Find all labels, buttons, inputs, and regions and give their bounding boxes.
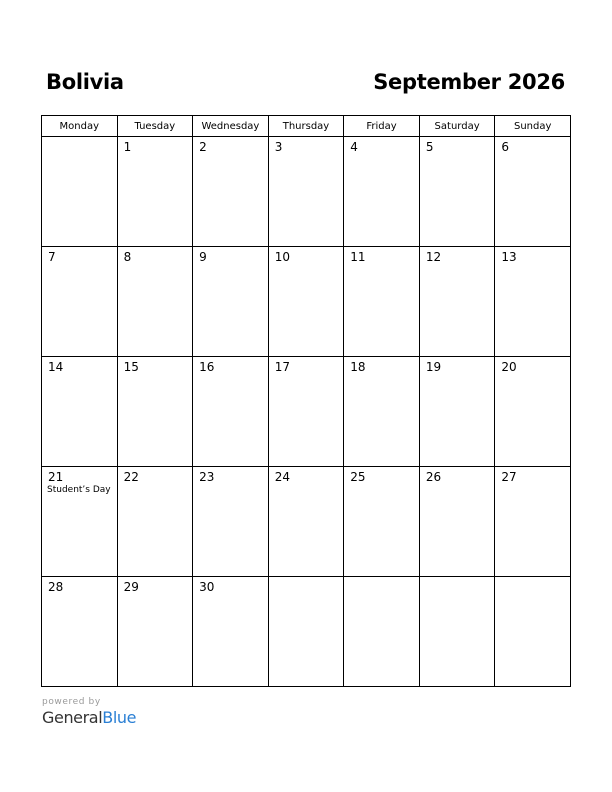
day-cell (42, 357, 118, 467)
day-cell (495, 247, 571, 357)
day-cell (419, 247, 495, 357)
day-cell (193, 577, 269, 687)
week-row (42, 357, 571, 467)
day-cell (42, 247, 118, 357)
day-cell (344, 247, 420, 357)
brand-general-text: General (42, 708, 103, 727)
day-number: 20 (501, 360, 517, 374)
day-number (495, 577, 570, 580)
calendar-grid (41, 115, 571, 687)
day-cell (117, 357, 193, 467)
day-number (42, 137, 117, 140)
day-number: 29 (123, 580, 139, 594)
weekday-header-thursday: Thursday (268, 116, 344, 137)
day-cell (344, 137, 420, 247)
week-row (42, 137, 571, 247)
month-title: September 2026 (373, 70, 565, 94)
day-cell (344, 467, 420, 577)
week-row (42, 577, 571, 687)
day-number: 2 (199, 140, 207, 154)
day-number: 10 (274, 250, 290, 264)
day-number: 5 (425, 140, 434, 154)
day-number: 27 (501, 470, 517, 484)
day-number: 18 (350, 360, 366, 374)
day-cell (344, 357, 420, 467)
day-number: 3 (274, 140, 283, 154)
day-number: 28 (48, 580, 64, 594)
day-number: 16 (199, 360, 215, 374)
day-cell (42, 137, 118, 247)
country-title: Bolivia (46, 70, 124, 94)
day-cell (193, 247, 269, 357)
day-cell (419, 137, 495, 247)
day-number: 21 (48, 470, 64, 484)
day-number: 13 (501, 250, 517, 264)
day-number: 8 (123, 250, 132, 264)
day-number: 9 (199, 250, 207, 264)
weekday-header-sunday: Sunday (495, 116, 571, 137)
day-cell (193, 137, 269, 247)
day-cell (42, 467, 118, 577)
weekday-header-monday: Monday (42, 116, 118, 137)
generalblue-logo[interactable] (42, 708, 136, 727)
day-number: 1 (123, 140, 132, 154)
day-cell (344, 577, 420, 687)
powered-by-label: powered by (42, 697, 101, 707)
week-row (42, 467, 571, 577)
weekday-header-friday: Friday (344, 116, 420, 137)
day-cell (268, 137, 344, 247)
day-number: 30 (199, 580, 215, 594)
day-cell (268, 357, 344, 467)
day-cell (117, 467, 193, 577)
day-cell (117, 577, 193, 687)
day-number: 23 (199, 470, 215, 484)
day-number: 24 (274, 470, 290, 484)
day-number: 25 (350, 470, 366, 484)
day-number: 22 (123, 470, 139, 484)
day-number: 4 (350, 140, 358, 154)
day-cell (268, 577, 344, 687)
day-cell (419, 357, 495, 467)
week-row (42, 247, 571, 357)
day-cell (117, 137, 193, 247)
day-cell (495, 467, 571, 577)
weekday-header-tuesday: Tuesday (117, 116, 193, 137)
day-cell (495, 577, 571, 687)
day-number: 6 (501, 140, 510, 154)
day-cell (419, 467, 495, 577)
day-number: 7 (48, 250, 56, 264)
day-number: 11 (350, 250, 366, 264)
day-number: 19 (425, 360, 442, 374)
day-cell (193, 467, 269, 577)
brand-blue-text: Blue (102, 708, 137, 727)
day-number (269, 577, 344, 580)
day-number: 12 (425, 250, 442, 264)
day-cell (495, 137, 571, 247)
day-cell (268, 247, 344, 357)
holiday-label: Student’s Day (47, 485, 111, 495)
day-number (420, 577, 495, 580)
footer-branding (42, 697, 136, 727)
day-number: 15 (123, 360, 139, 374)
weekday-header-saturday: Saturday (419, 116, 495, 137)
day-cell (419, 577, 495, 687)
day-number (344, 577, 419, 580)
day-cell (495, 357, 571, 467)
weekday-header-row (42, 116, 571, 137)
day-cell (268, 467, 344, 577)
day-number: 17 (274, 360, 290, 374)
day-number: 14 (48, 360, 64, 374)
day-number: 26 (425, 470, 442, 484)
weekday-header-wednesday: Wednesday (193, 116, 269, 137)
day-cell (193, 357, 269, 467)
day-cell (42, 577, 118, 687)
day-cell (117, 247, 193, 357)
